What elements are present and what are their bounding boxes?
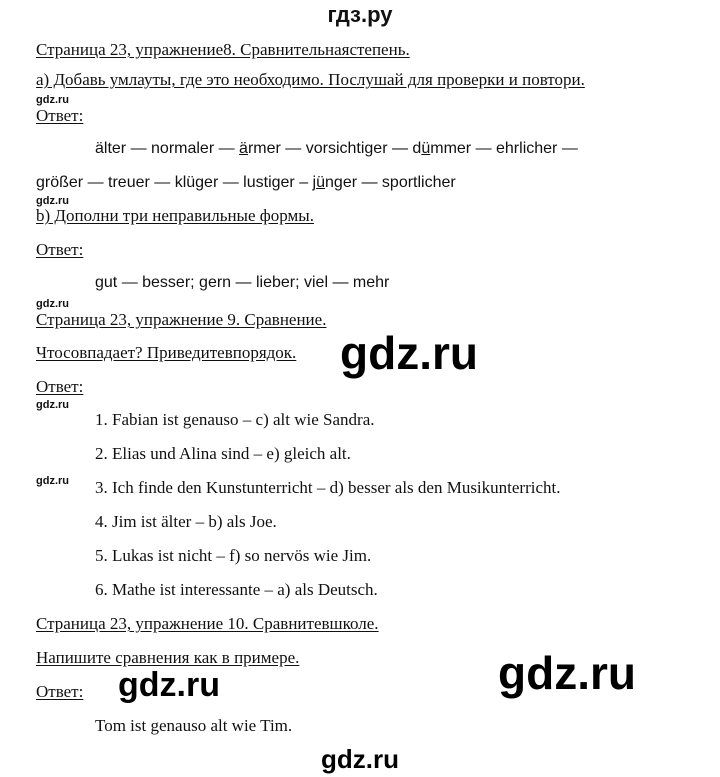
list-item: 1. Fabian ist genauso – c) alt wie Sandra.: [95, 410, 375, 429]
answer-line-1: [95, 139, 578, 159]
watermark-small: gdz.ru: [36, 298, 69, 310]
watermark-big: gdz.ru: [118, 666, 220, 704]
watermark-big: gdz.ru: [340, 327, 478, 379]
umlaut-mark: ä: [239, 140, 248, 157]
watermark-small: gdz.ru: [36, 399, 69, 411]
task-b: b) Дополни три неправильные формы.: [36, 206, 314, 225]
answer-label: Ответ:: [36, 377, 84, 396]
exercise-9-task: Чтосовпадает? Приведитевпорядок.: [36, 343, 297, 362]
answer-label: Ответ:: [36, 240, 84, 259]
watermark-small: gdz.ru: [36, 475, 69, 487]
list-item: 4. Jim ist älter – b) als Joe.: [95, 512, 277, 531]
answer-line-1-part: mmer — ehrlicher —: [430, 140, 578, 157]
umlaut-mark: ü: [316, 174, 326, 191]
task-a: а) Добавь умлауты, где это необходимо. Послушай для проверки и повтори.: [36, 70, 585, 89]
answer-example: Tom ist genauso alt wie Tim.: [95, 716, 293, 735]
answer-b: gut — besser; gern — lieber; viel — mehr: [95, 274, 390, 291]
answer-label: Ответ:: [36, 682, 84, 701]
answer-line-1-part: älter — normaler —: [95, 140, 240, 157]
list-item: 6. Mathe ist interessante – a) als Deutsch.: [95, 580, 378, 599]
watermark-footer: gdz.ru: [321, 744, 399, 774]
list-item: 3. Ich finde den Kunstunterricht – d) besser als den Musikunterricht.: [95, 478, 561, 497]
umlaut-mark: j: [312, 174, 317, 191]
exercise-9-heading: Страница 23, упражнение 9. Сравнение.: [36, 310, 327, 329]
answer-line-1-part: rmer — vorsichtiger — d: [247, 140, 422, 157]
answer-line-2: [36, 173, 456, 193]
watermark-small: gdz.ru: [36, 94, 69, 106]
list-item: 5. Lukas ist nicht – f) so nervös wie Jim.: [95, 546, 372, 565]
exercise-8-heading: Страница 23, упражнение8. Сравнительнаястепень.: [36, 40, 410, 59]
answer-label: Ответ:: [36, 106, 84, 125]
umlaut-mark: ü: [421, 140, 431, 157]
exercise-10-task: Напишите сравнения как в примере.: [36, 648, 300, 667]
watermark-small: gdz.ru: [36, 195, 69, 207]
list-item: 2. Elias und Alina sind – e) gleich alt.: [95, 444, 351, 463]
site-title: гдз.ру: [327, 2, 393, 27]
exercise-10-heading: Страница 23, упражнение 10. Сравнитевшколе.: [36, 614, 379, 633]
answer-line-2-part: größer — treuer — klüger — lustiger –: [36, 174, 313, 191]
answer-line-2-part: nger — sportlicher: [325, 174, 456, 191]
watermark-big: gdz.ru: [498, 647, 636, 699]
